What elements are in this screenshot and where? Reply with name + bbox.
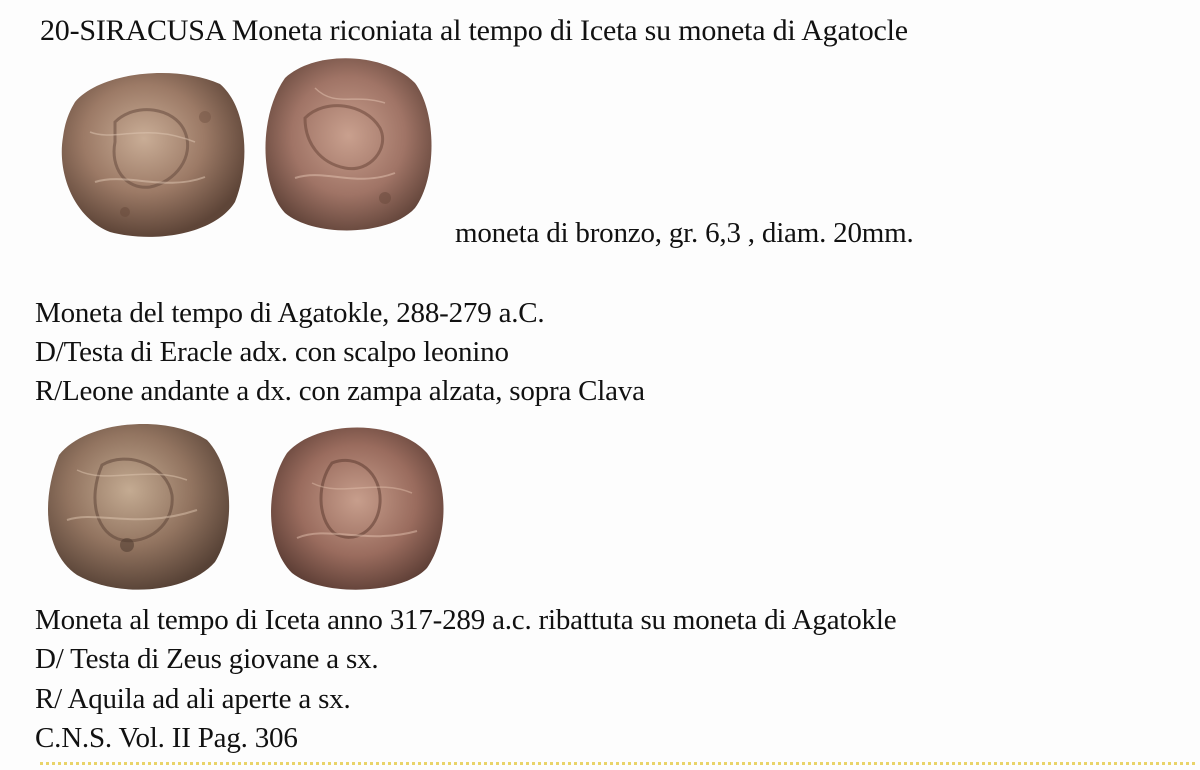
section1-heading: Moneta del tempo di Agatokle, 288-279 a.C.	[35, 297, 545, 329]
coin-specifications: moneta di bronzo, gr. 6,3 , diam. 20mm.	[455, 217, 914, 249]
section1-reverse: R/Leone andante a dx. con zampa alzata, sopra Clava	[35, 375, 645, 407]
coin-photo-obverse-2	[37, 410, 237, 596]
dotted-divider	[40, 762, 1195, 765]
coin-photo-reverse-1	[255, 48, 435, 240]
coin-photo-reverse-2	[262, 413, 448, 595]
section2-reverse: R/ Aquila ad ali aperte a sx.	[35, 683, 351, 715]
coin-photo-obverse-1	[55, 62, 251, 242]
section2-obverse: D/ Testa di Zeus giovane a sx.	[35, 643, 379, 675]
section2-reference: C.N.S. Vol. II Pag. 306	[35, 722, 298, 754]
document-title: 20-SIRACUSA Moneta riconiata al tempo di Iceta su moneta di Agatocle	[40, 14, 908, 47]
section2-heading: Moneta al tempo di Iceta anno 317-289 a.c. ribattuta su moneta di Agatokle	[35, 604, 897, 636]
section1-obverse: D/Testa di Eracle adx. con scalpo leonino	[35, 336, 509, 368]
